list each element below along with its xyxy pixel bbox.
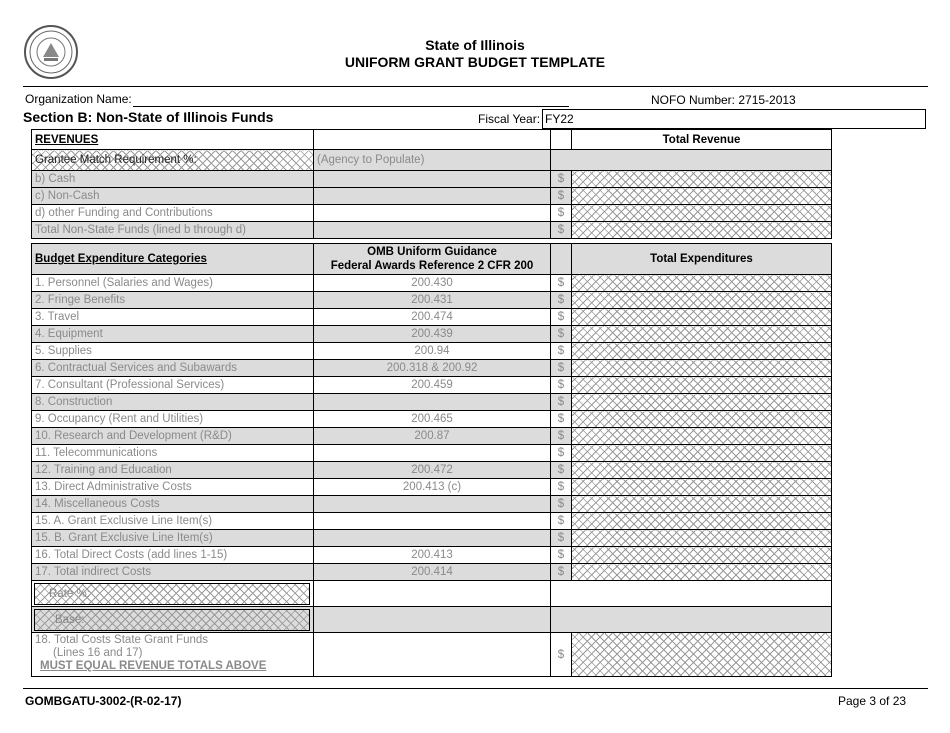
expenditure-row	[32, 360, 832, 377]
expenditure-row	[32, 547, 832, 564]
budget-table	[31, 129, 832, 677]
expenditure-label: 2. Fringe Benefits	[32, 292, 314, 309]
expenditure-heading-dollar-blank	[551, 244, 572, 275]
rate-mid	[314, 581, 551, 607]
rate-total	[572, 581, 832, 607]
expenditure-row	[32, 326, 832, 343]
expenditure-dollar: $	[551, 547, 572, 564]
expenditure-total[interactable]	[572, 326, 832, 343]
rate-field[interactable]	[34, 583, 310, 605]
revenue-other-total[interactable]	[572, 205, 832, 222]
revenue-cash-total[interactable]	[572, 171, 832, 188]
expenditure-dollar: $	[551, 326, 572, 343]
expenditure-row	[32, 513, 832, 530]
expenditure-label: 10. Research and Development (R&D)	[32, 428, 314, 445]
rate-gap	[551, 581, 572, 607]
expenditure-label: 14. Miscellaneous Costs	[32, 496, 314, 513]
expenditure-total[interactable]	[572, 564, 832, 581]
rate-row	[32, 581, 314, 607]
revenue-total-mid	[314, 222, 551, 239]
expenditure-row	[32, 479, 832, 496]
revenue-noncash-dollar: $	[551, 188, 572, 205]
expenditure-total[interactable]	[572, 462, 832, 479]
expenditure-total[interactable]	[572, 479, 832, 496]
expenditure-row	[32, 496, 832, 513]
base-row	[32, 607, 314, 633]
expenditure-cfr-ref	[314, 496, 551, 513]
state-title: State of Illinois	[425, 37, 525, 53]
total-costs-line1: 18. Total Costs State Grant Funds	[35, 634, 209, 646]
expenditure-label: 17. Total indirect Costs	[32, 564, 314, 581]
total-costs-label	[32, 633, 314, 677]
expenditure-dollar: $	[551, 275, 572, 292]
expenditure-cfr-ref	[314, 394, 551, 411]
expenditure-total[interactable]	[572, 275, 832, 292]
expenditure-row	[32, 445, 832, 462]
expenditure-label: 15. B. Grant Exclusive Line Item(s)	[32, 530, 314, 547]
expenditure-cfr-ref: 200.465	[314, 411, 551, 428]
revenue-noncash-label: c) Non-Cash	[32, 188, 314, 205]
page-number: Page 3 of 23	[838, 694, 907, 708]
expenditure-dollar: $	[551, 360, 572, 377]
total-costs-dollar: $	[551, 633, 572, 677]
total-costs-mid	[314, 633, 551, 677]
expenditure-row	[32, 411, 832, 428]
revenues-heading-dollar-blank	[551, 130, 572, 150]
revenue-other-label: d) other Funding and Contributions	[32, 205, 314, 222]
expenditure-cfr-ref: 200.413 (c)	[314, 479, 551, 496]
expenditure-label: 1. Personnel (Salaries and Wages)	[32, 275, 314, 292]
expenditure-row	[32, 343, 832, 360]
expenditure-cfr-ref: 200.431	[314, 292, 551, 309]
expenditure-label: 15. A. Grant Exclusive Line Item(s)	[32, 513, 314, 530]
grantee-match-gap	[551, 150, 572, 171]
grantee-match-note[interactable]: (Agency to Populate)	[314, 150, 551, 171]
expenditure-label: 3. Travel	[32, 309, 314, 326]
expenditure-row	[32, 394, 832, 411]
top-rule	[23, 86, 928, 87]
expenditure-label: 8. Construction	[32, 394, 314, 411]
expenditure-row	[32, 292, 832, 309]
total-costs-line3: MUST EQUAL REVENUE TOTALS ABOVE	[40, 660, 267, 672]
expenditure-row	[32, 530, 832, 547]
expenditure-dollar: $	[551, 530, 572, 547]
expenditure-label: 9. Occupancy (Rent and Utilities)	[32, 411, 314, 428]
fiscal-year-field[interactable]: FY22	[542, 109, 926, 129]
total-costs-line2: (Lines 16 and 17)	[53, 647, 143, 659]
revenue-cash-label: b) Cash	[32, 171, 314, 188]
expenditure-label: 7. Consultant (Professional Services)	[32, 377, 314, 394]
total-revenue-heading: Total Revenue	[572, 130, 832, 150]
expenditure-dollar: $	[551, 496, 572, 513]
expenditure-cfr-ref: 200.439	[314, 326, 551, 343]
expenditure-row	[32, 275, 832, 292]
base-mid	[314, 607, 551, 633]
expenditure-dollar: $	[551, 445, 572, 462]
revenue-total-value[interactable]	[572, 222, 832, 239]
expenditure-row	[32, 462, 832, 479]
expenditure-cfr-ref: 200.459	[314, 377, 551, 394]
revenue-noncash-total[interactable]	[572, 188, 832, 205]
expenditure-total[interactable]	[572, 513, 832, 530]
expenditure-total[interactable]	[572, 496, 832, 513]
expenditure-cfr-ref: 200.414	[314, 564, 551, 581]
revenue-cash-dollar: $	[551, 171, 572, 188]
expenditure-dollar: $	[551, 394, 572, 411]
revenues-heading: REVENUES	[32, 130, 314, 150]
revenue-noncash-mid	[314, 188, 551, 205]
base-label: Base:	[55, 613, 85, 626]
expenditure-total[interactable]	[572, 411, 832, 428]
expenditure-dollar: $	[551, 309, 572, 326]
expenditure-cfr-ref	[314, 513, 551, 530]
fiscal-year-label: Fiscal Year:	[478, 112, 541, 126]
expenditure-total[interactable]	[572, 445, 832, 462]
base-field[interactable]	[34, 609, 310, 631]
bottom-rule	[23, 688, 928, 689]
expenditure-dollar: $	[551, 343, 572, 360]
revenue-total-label: Total Non-State Funds (lined b through d)	[32, 222, 314, 239]
expenditure-cfr-ref: 200.474	[314, 309, 551, 326]
revenue-other-dollar: $	[551, 205, 572, 222]
revenues-heading-blank	[314, 130, 551, 150]
grantee-match-total	[572, 150, 832, 171]
expenditure-total[interactable]	[572, 292, 832, 309]
expenditure-row	[32, 428, 832, 445]
revenue-other-mid	[314, 205, 551, 222]
template-title: UNIFORM GRANT BUDGET TEMPLATE	[344, 54, 606, 70]
omb-heading-line2: Federal Awards Reference 2 CFR 200	[330, 260, 534, 272]
expenditure-label: 13. Direct Administrative Costs	[32, 479, 314, 496]
expenditure-cfr-ref: 200.318 & 200.92	[314, 360, 551, 377]
expenditure-dollar: $	[551, 479, 572, 496]
expenditure-label: 12. Training and Education	[32, 462, 314, 479]
base-gap	[551, 607, 572, 633]
expenditure-cfr-ref: 200.430	[314, 275, 551, 292]
expenditure-total[interactable]	[572, 377, 832, 394]
expenditure-label: 11. Telecommunications	[32, 445, 314, 462]
rate-label: Rate %:	[49, 587, 90, 600]
expenditure-label: 4. Equipment	[32, 326, 314, 343]
org-name-field[interactable]	[133, 106, 569, 107]
expenditure-total[interactable]	[572, 309, 832, 326]
expenditure-dollar: $	[551, 462, 572, 479]
expenditure-total[interactable]	[572, 343, 832, 360]
revenue-total-dollar: $	[551, 222, 572, 239]
revenue-cash-mid	[314, 171, 551, 188]
expenditure-cfr-ref	[314, 530, 551, 547]
expenditure-dollar: $	[551, 377, 572, 394]
expenditure-label: 6. Contractual Services and Subawards	[32, 360, 314, 377]
org-name-label: Organization Name:	[25, 92, 132, 106]
expenditure-label: 5. Supplies	[32, 343, 314, 360]
expenditure-row	[32, 564, 832, 581]
expenditure-label: 16. Total Direct Costs (add lines 1-15)	[32, 547, 314, 564]
nofo-number: NOFO Number: 2715-2013	[651, 93, 796, 107]
expenditure-total[interactable]	[572, 360, 832, 377]
total-expenditures-heading: Total Expenditures	[572, 244, 832, 275]
expenditure-dollar: $	[551, 292, 572, 309]
expenditure-total[interactable]	[572, 547, 832, 564]
expenditure-dollar: $	[551, 564, 572, 581]
expenditure-dollar: $	[551, 411, 572, 428]
expenditure-cfr-ref: 200.87	[314, 428, 551, 445]
expenditure-row	[32, 377, 832, 394]
section-title: Section B: Non-State of Illinois Funds	[23, 109, 274, 125]
base-total	[572, 607, 832, 633]
omb-heading	[314, 244, 551, 275]
grantee-match-label: Grantee Match Requirement %:	[32, 150, 314, 171]
total-costs-value[interactable]	[572, 633, 832, 677]
expenditure-cfr-ref: 200.413	[314, 547, 551, 564]
expenditure-cfr-ref: 200.94	[314, 343, 551, 360]
expenditure-total[interactable]	[572, 428, 832, 445]
expenditure-row	[32, 309, 832, 326]
expenditure-heading: Budget Expenditure Categories	[32, 244, 314, 275]
expenditure-total[interactable]	[572, 394, 832, 411]
expenditure-total[interactable]	[572, 530, 832, 547]
form-number: GOMBGATU-3002-(R-02-17)	[25, 694, 182, 708]
omb-heading-line1: OMB Uniform Guidance	[367, 246, 497, 258]
expenditure-dollar: $	[551, 513, 572, 530]
expenditure-dollar: $	[551, 428, 572, 445]
expenditure-cfr-ref: 200.472	[314, 462, 551, 479]
expenditure-cfr-ref	[314, 445, 551, 462]
